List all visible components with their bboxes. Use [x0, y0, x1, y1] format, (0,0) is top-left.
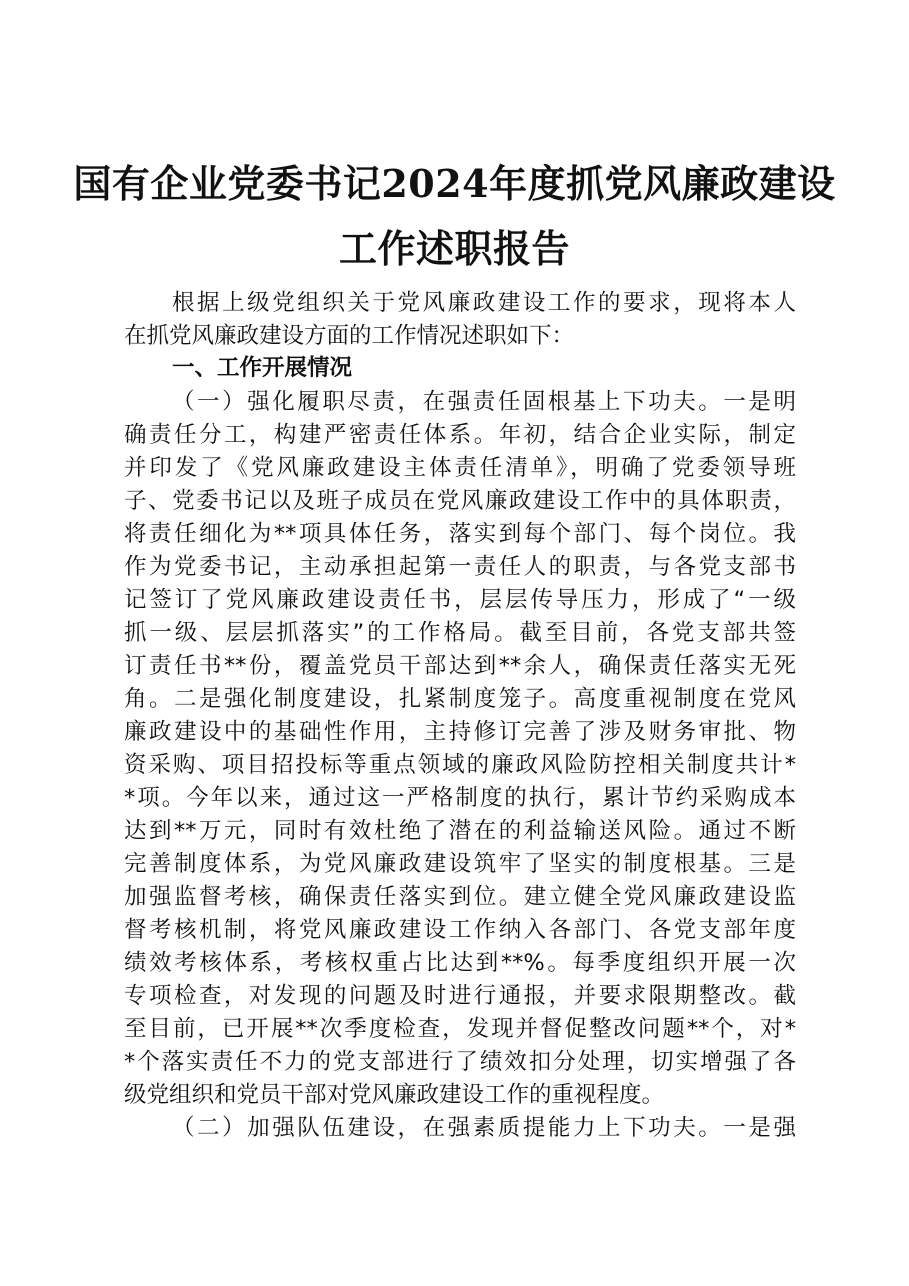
paragraph-line: 达到**万元，同时有效杜绝了潜在的利益输送风险。通过不断 [124, 818, 796, 844]
paragraph-line: （一）强化履职尽责，在强责任固根基上下功夫。一是明 [172, 389, 796, 415]
paragraph-line: 并印发了《党风廉政建设主体责任清单》，明确了党委领导班 [124, 455, 796, 481]
paragraph-line: 角。二是强化制度建设，扎紧制度笼子。高度重视制度在党风 [124, 686, 796, 712]
paragraph-line: 加强监督考核，确保责任落实到位。建立健全党风廉政建设监 [124, 884, 796, 910]
paragraph-line: 级党组织和党员干部对党风廉政建设工作的重视程度。 [124, 1082, 665, 1108]
paragraph-line: *项。今年以来，通过这一严格制度的执行，累计节约采购成本 [124, 785, 796, 811]
paragraph-line: 记签订了党风廉政建设责任书，层层传导压力，形成了“一级 [124, 587, 796, 613]
intro-line: 在抓党风廉政建设方面的工作情况述职如下： [124, 323, 575, 349]
intro-line: 根据上级党组织关于党风廉政建设工作的要求，现将本人 [172, 290, 796, 316]
paragraph-line: *个落实责任不力的党支部进行了绩效扣分处理，切实增强了各 [124, 1049, 796, 1075]
paragraph-line: 确责任分工，构建严密责任体系。年初，结合企业实际，制定 [124, 422, 796, 448]
paragraph-line: 订责任书**份，覆盖党员干部达到**余人，确保责任落实无死 [124, 653, 796, 679]
document-title-line-2: 工作述职报告 [338, 226, 570, 271]
document-title-line-1: 国有企业党委书记2024年度抓党风廉政建设 [73, 161, 836, 206]
paragraph-line: 督考核机制，将党风廉政建设工作纳入各部门、各党支部年度 [124, 917, 796, 943]
paragraph-line: 将责任细化为**项具体任务，落实到每个部门、每个岗位。我 [124, 521, 796, 547]
paragraph-line: 作为党委书记，主动承担起第一责任人的职责，与各党支部书 [124, 554, 796, 580]
paragraph-line: 抓一级、层层抓落实”的工作格局。截至目前，各党支部共签 [124, 620, 796, 646]
paragraph-line: （二）加强队伍建设，在强素质提能力上下功夫。一是强 [172, 1115, 796, 1141]
paragraph-line: 完善制度体系，为党风廉政建设筑牢了坚实的制度根基。三是 [124, 851, 796, 877]
paragraph-line: 廉政建设中的基础性作用，主持修订完善了涉及财务审批、物 [124, 719, 796, 745]
paragraph-line: 资采购、项目招投标等重点领域的廉政风险防控相关制度共计* [124, 752, 796, 778]
paragraph-line: 子、党委书记以及班子成员在党风廉政建设工作中的具体职责， [124, 488, 796, 514]
paragraph-line: 专项检查，对发现的问题及时进行通报，并要求限期整改。截 [124, 983, 796, 1009]
paragraph-line: 至目前，已开展**次季度检查，发现并督促整改问题**个，对* [124, 1016, 796, 1042]
paragraph-line: 绩效考核体系，考核权重占比达到**%。每季度组织开展一次 [124, 950, 796, 976]
section-heading: 一、工作开展情况 [172, 355, 353, 381]
